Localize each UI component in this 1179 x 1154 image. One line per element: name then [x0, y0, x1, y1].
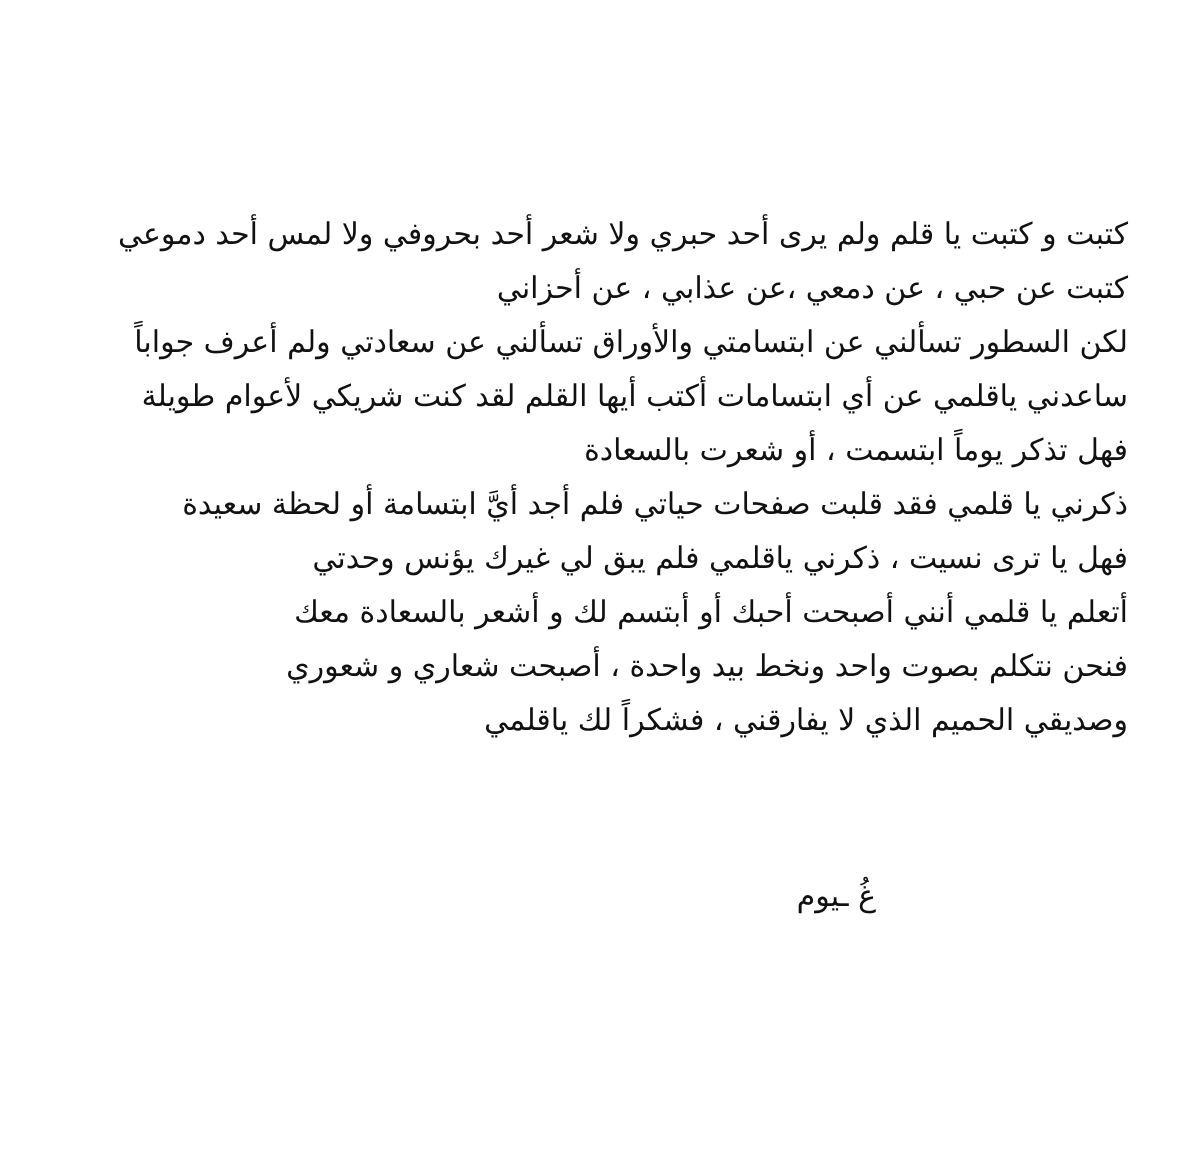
- author-signature: غُ ـيوم: [796, 879, 876, 914]
- poem-line-5: فهل تذكر يوماً ابتسمت ، أو شعرت بالسعادة: [584, 433, 1128, 468]
- poem-line-10: وصديقي الحميم الذي لا يفارقني ، فشكراً لك ياقلمي: [484, 703, 1128, 738]
- poem-line-1: كتبت و كتبت يا قلم ولم يرى أحد حبري ولا شعر أحد بحروفي ولا لمس أحد دموعي: [118, 217, 1128, 252]
- poem-line-8: أتعلم يا قلمي أنني أصبحت أحبك أو أبتسم لك و أشعر بالسعادة معك: [294, 595, 1128, 630]
- poem-line-7: فهل يا ترى نسيت ، ذكرني ياقلمي فلم يبق لي غيرك يؤنس وحدتي: [312, 541, 1128, 576]
- poem-line-3: لكن السطور تسألني عن ابتسامتي والأوراق تسألني عن سعادتي ولم أعرف جواباً: [134, 325, 1128, 360]
- poem-line-2: كتبت عن حبي ، عن دمعي ،عن عذابي ، عن أحزاني: [496, 271, 1128, 306]
- poem-line-9: فنحن نتكلم بصوت واحد ونخط بيد واحدة ، أصبحت شعاري و شعوري: [286, 649, 1128, 684]
- poem-text: [80, 208, 1128, 748]
- poem-line-6: ذكرني يا قلمي فقد قلبت صفحات حياتي فلم أجد أيَّ ابتسامة أو لحظة سعيدة: [182, 487, 1128, 522]
- poem-line-4: ساعدني ياقلمي عن أي ابتسامات أكتب أيها القلم لقد كنت شريكي لأعوام طويلة: [141, 379, 1128, 414]
